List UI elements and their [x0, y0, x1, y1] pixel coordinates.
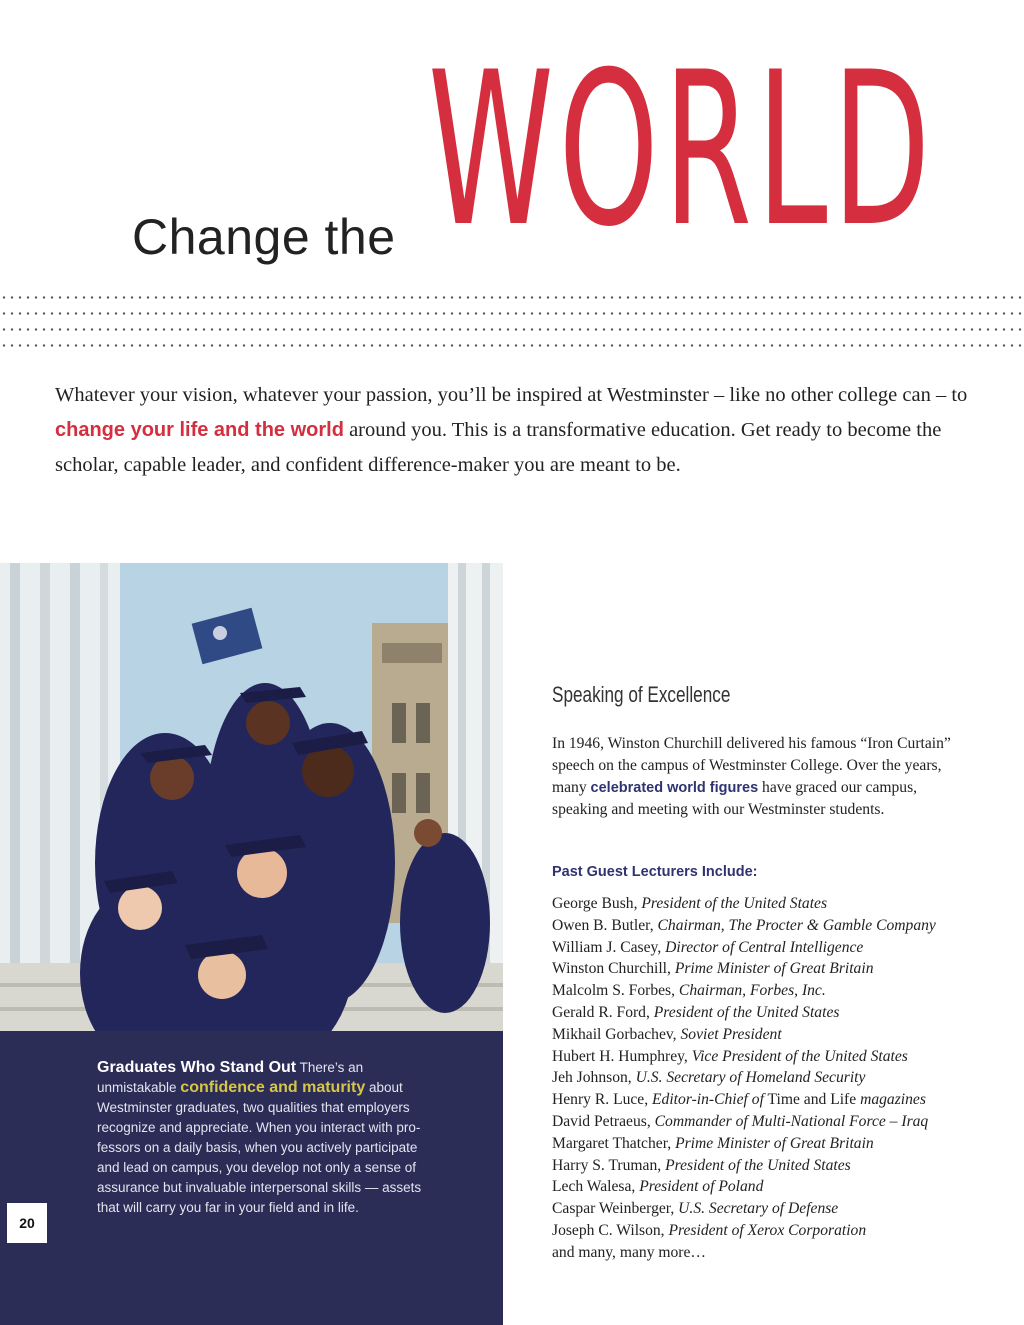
- dotted-divider-3: [0, 328, 1024, 331]
- lecturers-closing: and many, many more…: [552, 1243, 707, 1261]
- list-item: David Petraeus, Commander of Multi-National Force – Iraq: [552, 1112, 929, 1130]
- list-item: Owen B. Butler, Chairman, The Procter & Gamble Company: [552, 916, 936, 934]
- excellence-paragraph: [552, 733, 972, 821]
- dotted-divider-4: [0, 344, 1024, 347]
- list-item: Malcolm S. Forbes, Chairman, Forbes, Inc.: [552, 982, 826, 1000]
- list-item: George Bush, President of the United States: [552, 895, 828, 912]
- list-item: Caspar Weinberger, U.S. Secretary of Defense: [552, 1200, 839, 1218]
- intro-highlight: change your life and the world: [55, 419, 344, 441]
- list-item: Jeh Johnson, U.S. Secretary of Homeland Security: [552, 1069, 866, 1087]
- graduation-photo-illustration: [0, 563, 503, 1031]
- graduates-highlight: confidence and maturity: [180, 1079, 366, 1096]
- graduates-text-after: about Westminster graduates, two qualities that employers recognize and appreciate. When you interact with pro-fessors on a daily basis, when you actively participate and lead on campus, you develop not only a sense of assurance but invaluable interpersonal skills — assets that will carry you far in your field and in life.: [97, 1080, 422, 1215]
- list-item: William J. Casey, Director of Central Intelligence: [552, 938, 864, 956]
- list-item: Winston Churchill, Prime Minister of Great Britain: [552, 960, 874, 978]
- lecturer-list: [552, 893, 1012, 1264]
- intro-paragraph: [55, 378, 975, 483]
- graduation-photo: [0, 563, 503, 1031]
- list-item: Mikhail Gorbachev, Soviet President: [552, 1025, 782, 1043]
- list-item: Henry R. Luce, Editor-in-Chief of Time and Life magazines: [552, 1091, 926, 1109]
- excellence-text-before: In 1946, Winston Churchill delivered his famous “Iron Curtain” speech on the campus of Westminster College. Over the years, many: [552, 735, 951, 796]
- speaking-of-excellence-heading: Speaking of Excellence: [552, 682, 731, 707]
- title-change-the: Change the: [132, 209, 396, 265]
- intro-text-before: Whatever your vision, whatever your passion, you’ll be inspired at Westminster – like no other college can – to: [55, 384, 968, 406]
- list-item: Lech Walesa, President of Poland: [552, 1178, 764, 1196]
- page-number: 20: [7, 1203, 47, 1243]
- lecturers-heading: Past Guest Lecturers Include:: [552, 864, 758, 880]
- excellence-text-after: have graced our campus, speaking and meeting with our Westminster students.: [552, 778, 918, 819]
- title-world: WORLD: [428, 26, 936, 273]
- list-item: Harry S. Truman, President of the United States: [552, 1156, 851, 1174]
- excellence-highlight: celebrated world figures: [590, 779, 759, 796]
- list-item: Hubert H. Humphrey, Vice President of the United States: [552, 1047, 908, 1065]
- dotted-divider-1: [0, 296, 1024, 299]
- graduates-heading: Graduates Who Stand Out: [97, 1059, 297, 1076]
- list-item: Margaret Thatcher, Prime Minister of Great Britain: [552, 1134, 874, 1152]
- graduates-text-before: There’s an unmistakable: [97, 1060, 364, 1095]
- dotted-divider-2: [0, 312, 1024, 315]
- intro-text-after: around you. This is a transformative education. Get ready to become the scholar, capable leader, and confident difference-maker you are meant to be.: [55, 419, 942, 476]
- list-item: Joseph C. Wilson, President of Xerox Corporation: [552, 1221, 867, 1239]
- graduates-text: [97, 1058, 442, 1218]
- list-item: Gerald R. Ford, President of the United States: [552, 1003, 840, 1021]
